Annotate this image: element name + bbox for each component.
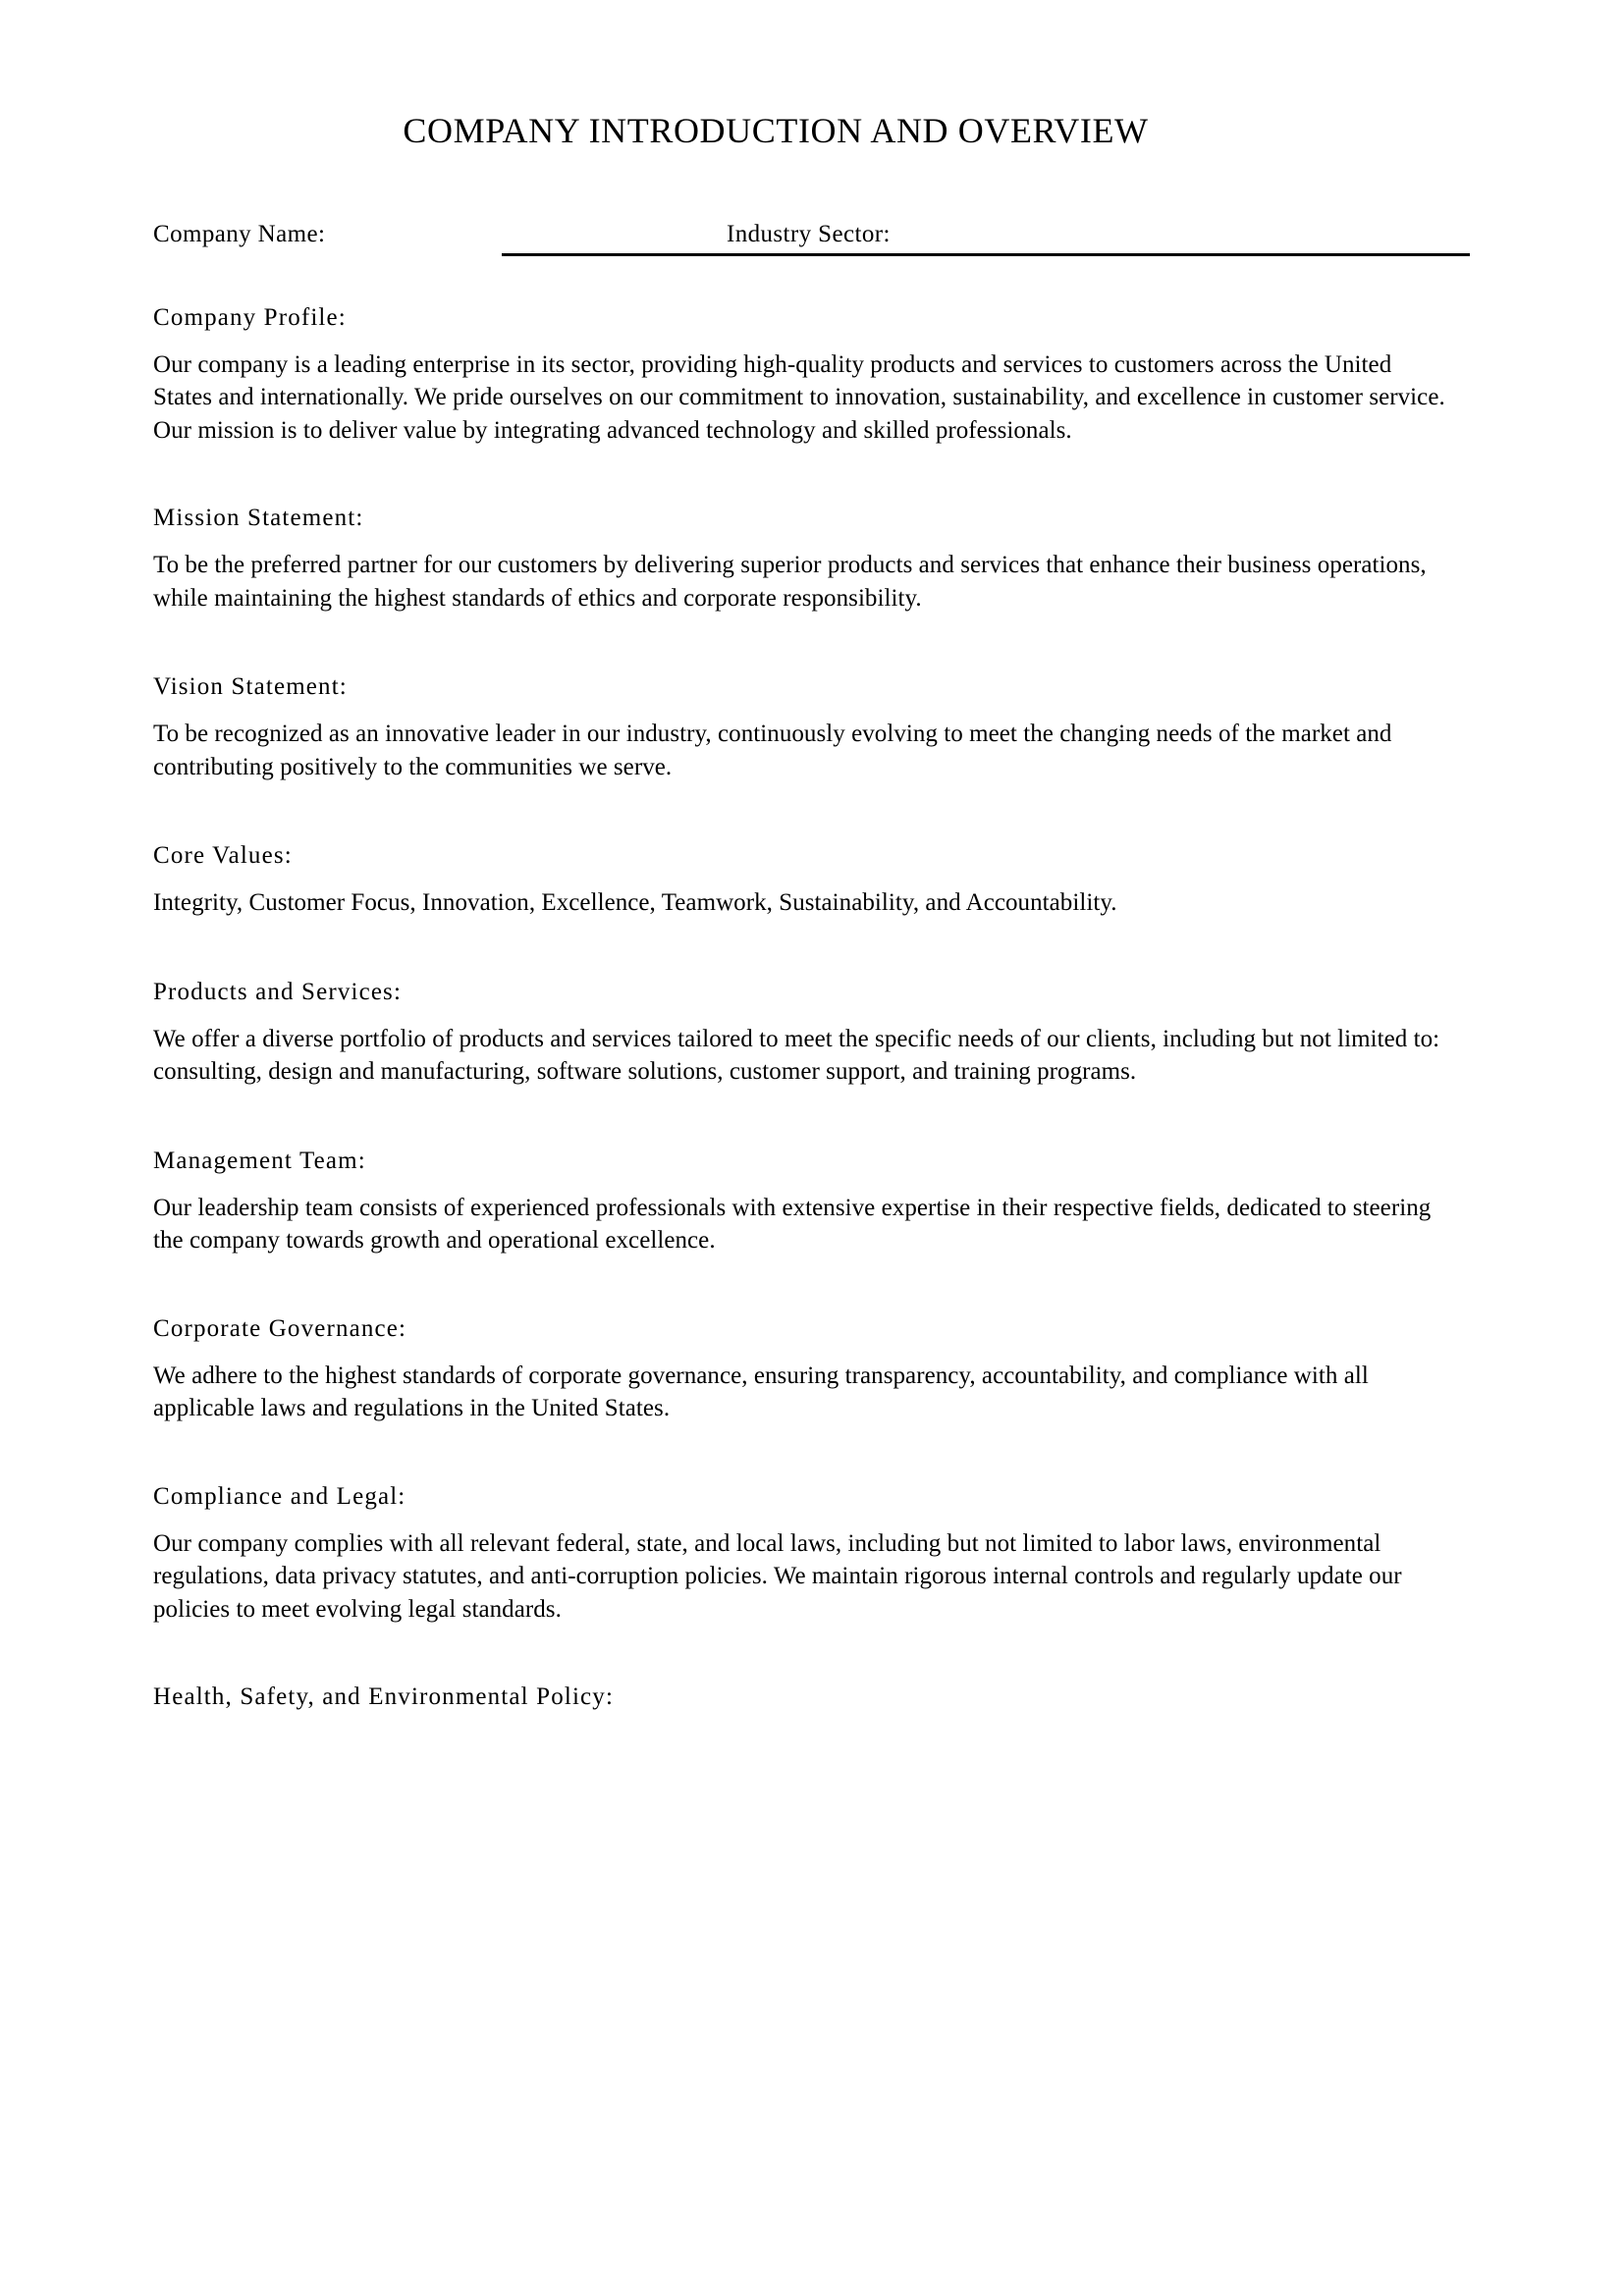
section-heading: Compliance and Legal:	[153, 1482, 406, 1510]
fill-in-row	[153, 221, 1449, 264]
page-title: COMPANY INTRODUCTION AND OVERVIEW	[403, 111, 1149, 150]
section-heading: Vision Statement:	[153, 672, 348, 700]
section-heading: Products and Services:	[153, 978, 403, 1005]
section-body: Integrity, Customer Focus, Innovation, Excellence, Teamwork, Sustainability, and Accountability.	[153, 889, 1117, 917]
section-health-safety-environmental-policy	[153, 1682, 1449, 1714]
company-name-label: Company Name:	[153, 220, 326, 247]
section-body: Our company complies with all relevant federal, state, and local laws, including but not limited to labor laws, environmental regulations, data privacy statutes, and anti-corruption policies. We maintain rigorous internal controls and regularly update our policies to meet evolving legal standards.	[153, 1530, 1402, 1623]
section-heading: Company Profile:	[153, 303, 347, 331]
section-body: We adhere to the highest standards of corporate governance, ensuring transparency, accountability, and compliance with all applicable laws and regulations in the United States.	[153, 1362, 1369, 1422]
section-body: To be the preferred partner for our customers by delivering superior products and services that enhance their business operations, while maintaining the highest standards of ethics and corporate responsibility.	[153, 552, 1427, 612]
section-products-and-services	[153, 977, 1449, 1089]
section-core-values	[153, 840, 1449, 920]
section-body: Our company is a leading enterprise in its sector, providing high-quality products and services to customers across the United States and internationally. We pride ourselves on our commitment to innovation, sustainability, and excellence in customer service. Our mission is to deliver value by integrating advanced technology and skilled professionals.	[153, 351, 1445, 444]
section-heading: Mission Statement:	[153, 504, 364, 531]
section-heading: Core Values:	[153, 841, 293, 869]
section-corporate-governance	[153, 1313, 1449, 1425]
section-heading: Management Team:	[153, 1147, 366, 1174]
section-body: Our leadership team consists of experienced professionals with extensive expertise in their respective fields, dedicated to steering the company towards growth and operational excellence.	[153, 1195, 1432, 1255]
fill-in-rule[interactable]	[502, 253, 1470, 256]
document-content-column	[153, 0, 1449, 1713]
section-heading: Corporate Governance:	[153, 1314, 407, 1342]
section-compliance-and-legal	[153, 1481, 1449, 1626]
section-heading: Health, Safety, and Environmental Policy:	[153, 1682, 615, 1710]
section-body: We offer a diverse portfolio of products and services tailored to meet the specific needs of our clients, including but not limited to: consulting, design and manufacturing, software solutions, customer support, and training programs.	[153, 1026, 1440, 1086]
section-company-profile	[153, 302, 1449, 447]
section-body: To be recognized as an innovative leader in our industry, continuously evolving to meet the changing needs of the market and contributing positively to the communities we serve.	[153, 721, 1392, 780]
section-management-team	[153, 1146, 1449, 1257]
section-mission-statement	[153, 503, 1449, 614]
industry-sector-label: Industry Sector:	[727, 220, 891, 247]
section-vision-statement	[153, 671, 1449, 783]
